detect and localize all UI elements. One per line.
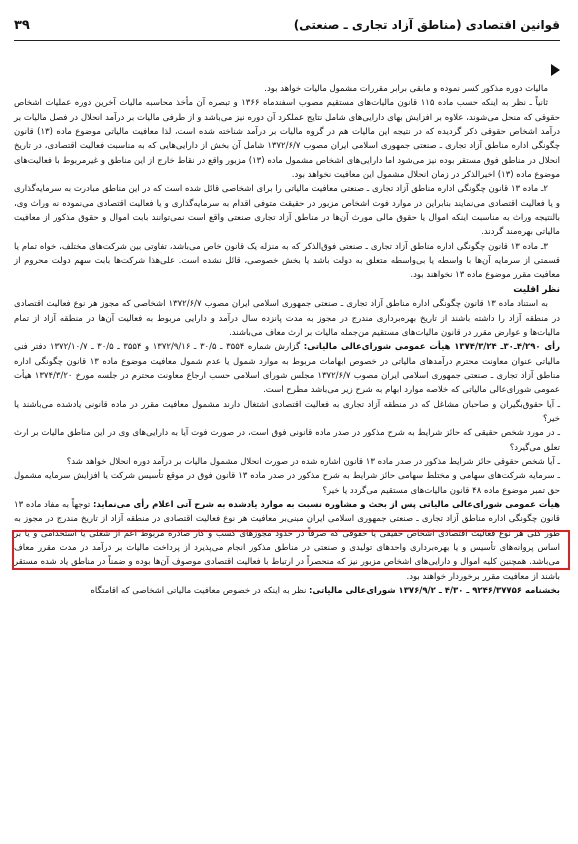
paragraph: ۲ـ ماده ۱۳ قانون چگونگی اداره مناطق آزاد تجاری ـ صنعتی معافیت مالیاتی را برای اشخاصی قائل شده است که در این مناطق مبادرت به سرمایه‌گذاری و یا فعالیت اقتصادی می‌نمایند بنابراین در موارد فوت اشخاص مزبور در حقیقت متوفی اقدام به سرمایه‌گذاری و یا فعالیت اقتصادی می‌نموده نه وراث وی، بالنتیجه وراث به مناسبت اینکه اموال یا حقوق مالی مورث آن‌ها در مناطق آزاد تجاری صنعتی واقع است نمی‌توانند بابت اموال و حقوق مذکور از معافیت مالیاتی بهره‌مند گردند. xyxy=(14,184,560,238)
section-heading: نظر اقلیت xyxy=(513,284,560,295)
highlighted-question: ـ آیا حقوق‌بگیران و صاحبان مشاغل که در منطقه آزاد تجاری به فعالیت اقتصادی اشتغال دارند مشمول معافیت مقرر در ماده قانونی یادشده می‌باشند یا خیر؟ xyxy=(14,399,560,424)
ruling-title: هیأت عمومی شورای‌عالی مالیاتی پس از بحث و مشاوره نسبت به موارد یادشده به شرح آتی اعلام رأی می‌نماید: xyxy=(93,499,560,510)
page-header xyxy=(14,10,560,41)
page-number: ۳۹ xyxy=(14,17,30,33)
paragraph: به استناد ماده ۱۳ قانون چگونگی اداره مناطق آزاد تجاری ـ صنعتی جمهوری اسلامی ایران مصوب ۱۳۷۲/۶/۷ اشخاصی که مجوز هر نوع فعالیت اقتصادی در منطقه آزاد را داشته باشند از تاریخ بهره‌برداری مندرج در مجوز به مدت پانزده سال درآمد و دارایی مربوط به فعالیت آن‌ها در منطقه آزاد از تمام مالیات‌ها و عوارض مقرر در قانون مالیات‌های مستقیم من‌جمله مالیات بر ارث معاف می‌باشند. xyxy=(14,299,560,338)
highlight-box xyxy=(12,530,570,570)
ruling-title: بخشنامه ۹۲۴۶/۳۷۷۵۶ ـ ۴/۳۰ ـ ۱۳۷۶/۹/۲ شورای‌عالی مالیاتی: xyxy=(309,586,560,597)
ruling-text: گزارش شماره ۳۵۵۴ ـ ۳۰/۵ ـ ۱۳۷۲/۹/۱۶ و ۳۵۵۴ ـ ۳۰/۵ ـ ۱۳۷۲/۱۰/۷ دفتر فنی مالیاتی عنوان معاونت محترم درآمدهای مالیاتی در خصوص ابهامات مربوط به موارد شمول یا عدم شمول معافیت موضوع ماده ۱۳ قانون چگونگی اداره مناطق آزاد تجاری ـ صنعتی جمهوری اسلامی ایران مصوب ۱۳۷۲/۶/۷ مجلس شورای اسلامی حسب ارجاع معاونت محترم در جلسه مورخ ۱۳۷۴/۳/۲۰ هیأت عمومی شورای‌عالی مالیاتی که خلاصه موارد ابهام به شرح زیر می‌باشد مطرح است. xyxy=(14,342,561,396)
paragraph: ۳ـ ماده ۱۳ قانون چگونگی اداره مناطق آزاد تجاری ـ صنعتی فوق‌الذکر که به منزله یک قانون خاص می‌باشد، تفاوتی بین شرکت‌های مختلف، خواه تمام یا قسمتی از سرمایه آن‌ها با واسطه یا بی‌واسطه متعلق به دولت باشد یا بخش خصوصی، قائل نشده است. علی‌هذا شرکت‌ها بابت سهم دولت محروم از معافیت مقرر موضوع ماده ۱۳ نخواهند بود. xyxy=(14,241,560,281)
ruling-text: توجهاً به مفاد ماده ۱۳ قانون چگونگی اداره مناطق آزاد تجاری ـ صنعتی جمهوری اسلامی ایران مبنی‌بر معافیت هر نوع فعالیت اقتصادی در منطقه آزاد از تاریخ مندرج در مجوز به طور کلی هر نوع فعالیت اقتصادی اشخاص حقیقی یا حقوقی که صرفاً در حدود مجوزهای کسب و کار صادره مربوط اعم از شغلی یا استخدامی و یا بر اساس پروانه‌های تأسیس و یا بهره‌برداری واحدهای تولیدی و صنعتی در مناطق مذکور انجام می‌پذیرد از پرداخت مالیات بر درآمد در مدت مقرر معاف می‌باشد. همچنین کلیه اموال و دارایی‌های اشخاص مزبور نیز که منحصراً در ارتباط با فعالیت اقتصادی موصوف آن‌ها بوده و ضمناً در مناطق یاد شده مستقر باشند از معافیت مقرر برخوردار خواهند بود. xyxy=(14,499,560,582)
document-body xyxy=(14,82,560,598)
ruling-title: رأی ۴/۲۹۰ـ۳۰ـ ۱۳۷۴/۳/۲۴ هیأت عمومی شورای‌عالی مالیاتی: xyxy=(303,342,560,353)
paragraph: ـ آیا شخص حقوقی حائز شرایط مذکور در صدر ماده ۱۳ قانون اشاره شده در صورت انحلال مشمول مالیات بر درآمد دوره انحلال خواهد شد؟ xyxy=(66,456,560,467)
ruling-paragraph xyxy=(14,584,560,598)
page-title: قوانین اقتصادی (مناطق آزاد تجاری ـ صنعتی) xyxy=(293,18,560,32)
ruling-text: نظر به اینکه در خصوص معافیت مالیاتی اشخاصی که اقامتگاه xyxy=(90,586,310,597)
arrow-right-icon xyxy=(551,64,560,76)
paragraph: ثانیاً ـ نظر به اینکه حسب ماده ۱۱۵ قانون مالیات‌های مستقیم مصوب اسفندماه ۱۳۶۶ و تبصره آن مأخذ محاسبه مالیات آخرین دوره عملیات اشخاص حقوقی که منحل می‌شوند، علاوه بر افزایش بهای دارایی‌های شامل نتایج عملکرد آن دوره نیز می‌باشد و از طرفی مالیات بر درآمد انحلال در فصل مالیات بر درآمد اشخاص حقوقی ذکر گردیده که در نتیجه این مالیات هم در گروه مالیات بر درآمد شناخته شده است، لذا معافیت مالیاتی موضوع ماده (۱۳) قانون چگونگی اداره مناطق آزاد تجاری ـ صنعتی جمهوری اسلامی ایران مصوب ۱۳۷۲/۶/۷ شامل آن بخش از دارایی‌هایی که به مناسبت فعالیت اقتصادی، در تاریخ انحلال در مناطق فوق مستقر بوده نیز می‌شود اما دارایی‌های اشخاص مشمول ماده (۱۳) مزبور واقع در نقاط خارج از این مناطق و غیرمربوط با فعالیت‌های موضوع ماده (۱۳) اخیرالذکر در زمان انحلال مشمول این معافیت نخواهد بود. xyxy=(14,98,561,181)
paragraph: مالیات دوره مذکور کسر نموده و مابقی برابر مقررات مشمول مالیات خواهد بود. xyxy=(264,84,548,94)
ruling-paragraph xyxy=(14,340,560,397)
paragraph: ـ سرمایه شرکت‌های سهامی و مختلط سهامی حائز شرایط به شرح مذکور در صدر ماده ۱۳ قانون فوق در موقع تأسیس شرکت یا افزایش سرمایه مشمول حق تمبر موضوع ماده ۴۸ قانون مالیات‌های مستقیم می‌گردد یا خیر؟ xyxy=(14,471,560,496)
paragraph: ـ در مورد شخص حقیقی که حائز شرایط به شرح مذکور در صدر ماده قانونی فوق است، در صورت فوت آیا به دارایی‌های وی در این مناطق مالیات بر ارث تعلق می‌گیرد؟ xyxy=(14,428,560,453)
